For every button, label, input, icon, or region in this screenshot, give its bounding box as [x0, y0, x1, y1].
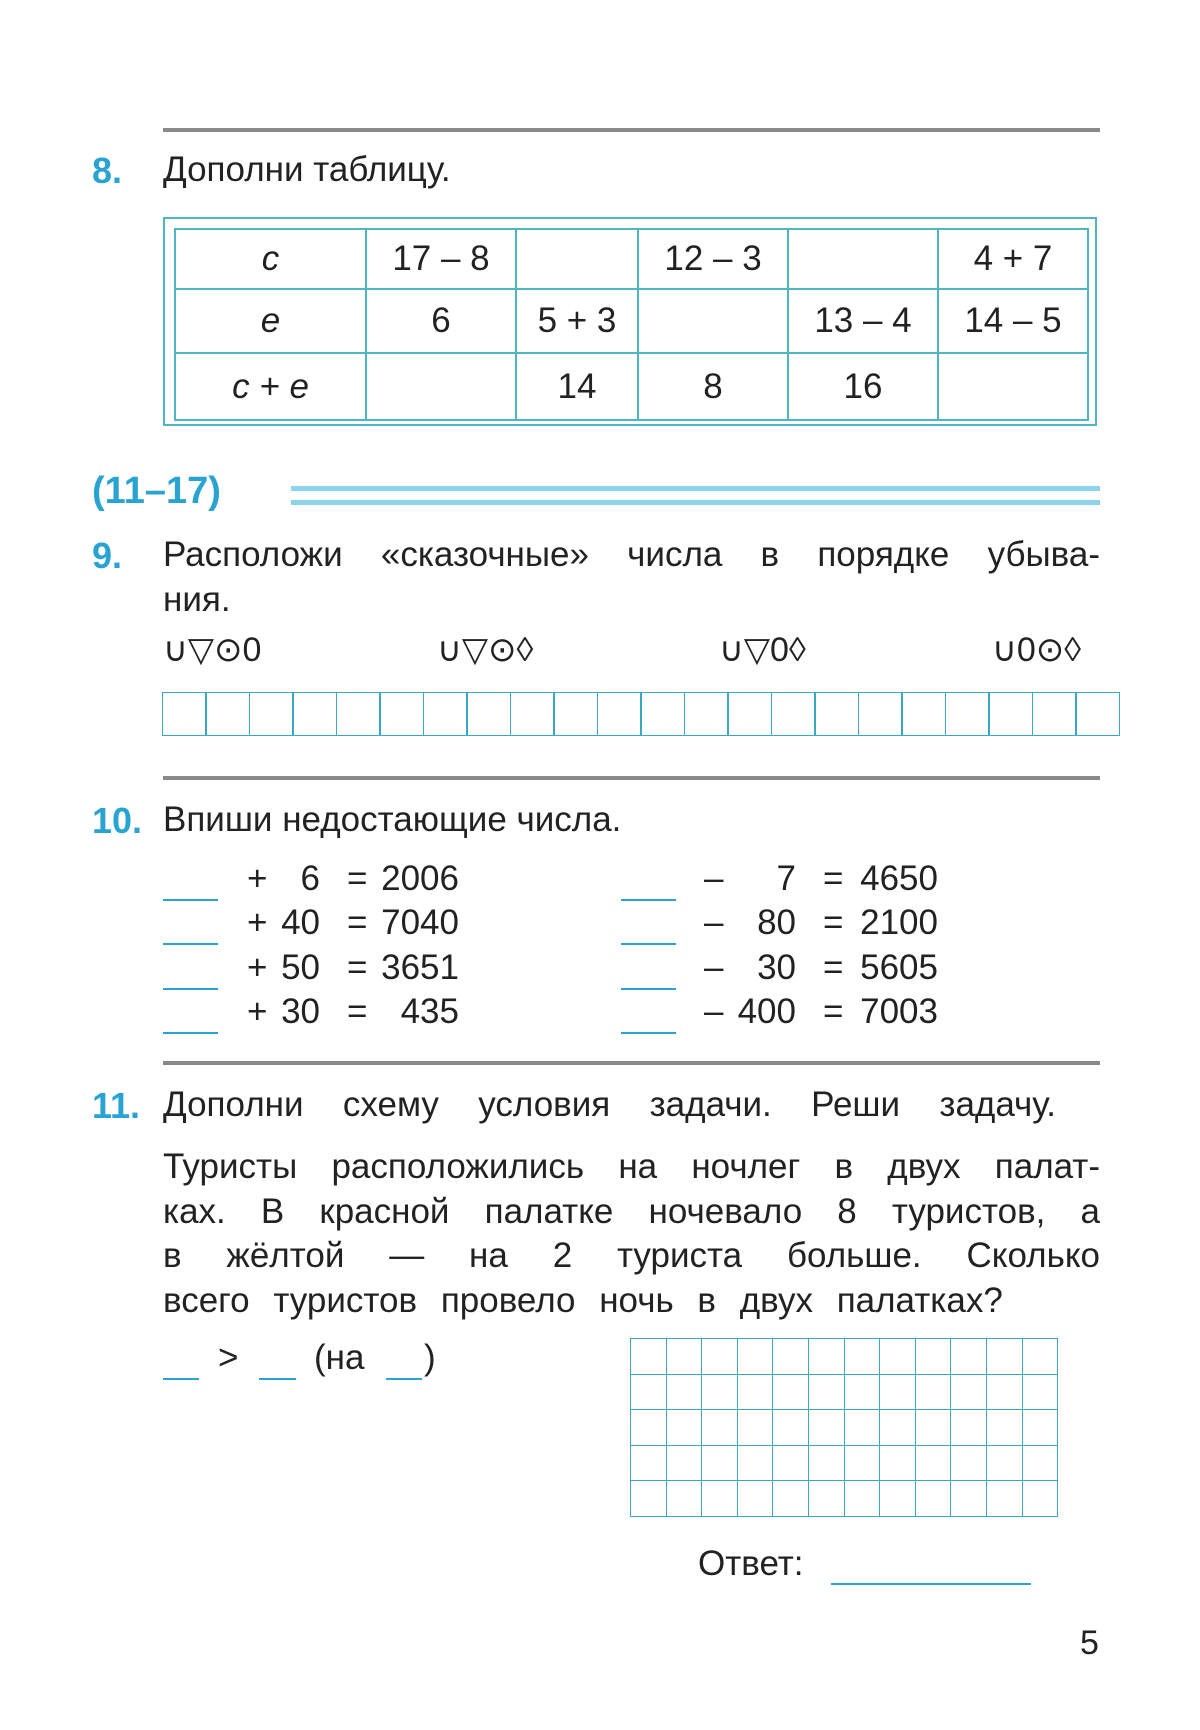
- table-cell: 14: [516, 353, 638, 420]
- missing-number-blank[interactable]: [163, 1032, 218, 1034]
- table-cell: 16: [788, 353, 938, 420]
- grid-cell: [631, 1339, 667, 1375]
- grid-cell: [880, 1339, 916, 1375]
- answer-cell[interactable]: [945, 692, 990, 736]
- operand: 30: [281, 992, 320, 1031]
- grid-cell: [845, 1410, 881, 1446]
- answer-cell[interactable]: [423, 692, 468, 736]
- answer-cell[interactable]: [1032, 692, 1077, 736]
- fairy-number: ∪▽⊙0: [163, 631, 262, 669]
- table-cell: 12 – 3: [638, 229, 788, 289]
- text-line: Туристы расположились на ночлег в двух палат-: [163, 1147, 1100, 1186]
- grid-cell: [809, 1339, 845, 1375]
- grid-cell: [631, 1481, 667, 1517]
- grid-cell: [738, 1446, 774, 1482]
- grid-cell: [702, 1410, 738, 1446]
- divider: [163, 1061, 1100, 1065]
- grid-cell: [702, 1375, 738, 1411]
- task-9-title-cont: ния.: [163, 580, 231, 619]
- grid-cell: [880, 1481, 916, 1517]
- equals-sign: =: [823, 992, 844, 1031]
- grid-cell: [987, 1375, 1023, 1411]
- result: 3651: [381, 948, 459, 987]
- operator: +: [247, 859, 268, 898]
- table-row-header: c: [175, 229, 366, 289]
- divider: [163, 776, 1100, 780]
- grid-cell: [667, 1410, 703, 1446]
- result: 7040: [381, 903, 459, 942]
- grid-cell: [1023, 1446, 1059, 1482]
- grid-cell: [809, 1410, 845, 1446]
- fairy-number: ∪▽0◊: [719, 631, 806, 669]
- grid-cell: [631, 1410, 667, 1446]
- grid-cell: [809, 1481, 845, 1517]
- answer-cell[interactable]: [553, 692, 598, 736]
- answer-cell[interactable]: [466, 692, 511, 736]
- answer-cell[interactable]: [988, 692, 1033, 736]
- table-row-header: e: [175, 289, 366, 353]
- answer-cell[interactable]: [684, 692, 729, 736]
- result: 7003: [860, 992, 938, 1031]
- answer-cell[interactable]: [1075, 692, 1120, 736]
- task-10-number: 10.: [92, 800, 143, 841]
- operand: 7: [776, 859, 796, 898]
- operand: 30: [757, 948, 796, 987]
- solution-grid[interactable]: [630, 1338, 1058, 1517]
- grid-cell: [951, 1481, 987, 1517]
- missing-number-blank[interactable]: [621, 988, 676, 990]
- table-cell[interactable]: [788, 229, 938, 289]
- grid-cell: [773, 1410, 809, 1446]
- missing-number-blank[interactable]: [621, 899, 676, 901]
- equals-sign: =: [823, 859, 844, 898]
- answer-cells[interactable]: [163, 692, 1120, 736]
- missing-number-blank[interactable]: [621, 1032, 676, 1034]
- scheme-blank[interactable]: [163, 1378, 199, 1380]
- grid-cell: [845, 1481, 881, 1517]
- table-row: [175, 229, 1088, 289]
- section-line: [291, 486, 1100, 491]
- grid-cell: [1023, 1481, 1059, 1517]
- answer-cell[interactable]: [510, 692, 555, 736]
- task-11-text: [163, 1145, 1100, 1323]
- grid-cell: [880, 1410, 916, 1446]
- grid-cell: [987, 1481, 1023, 1517]
- equals-sign: =: [823, 903, 844, 942]
- grid-cell: [987, 1410, 1023, 1446]
- operator: +: [247, 948, 268, 987]
- grid-cell: [951, 1410, 987, 1446]
- grid-cell: [880, 1375, 916, 1411]
- grid-cell: [667, 1481, 703, 1517]
- table-cell[interactable]: [938, 353, 1088, 420]
- answer-label: Ответ:: [698, 1544, 804, 1583]
- task-11-number: 11.: [92, 1085, 141, 1126]
- grid-cell: [916, 1339, 952, 1375]
- task-8-number: 8.: [92, 150, 123, 191]
- section-label: (11–17): [92, 470, 221, 512]
- section-line: [291, 500, 1100, 505]
- grid-cell: [738, 1481, 774, 1517]
- result: 2006: [381, 859, 459, 898]
- grid-cell: [738, 1410, 774, 1446]
- task-9-title: Расположи «сказочные» числа в порядке убыва-: [163, 535, 1100, 574]
- table-row: [175, 353, 1088, 420]
- scheme-na: (на: [314, 1338, 365, 1377]
- grid-cell: [702, 1339, 738, 1375]
- operator: –: [704, 992, 724, 1031]
- grid-cell: [631, 1446, 667, 1482]
- divider: [163, 128, 1100, 132]
- scheme-close: ): [424, 1338, 436, 1377]
- answer-cell[interactable]: [901, 692, 946, 736]
- result: 5605: [860, 948, 938, 987]
- grid-cell: [773, 1481, 809, 1517]
- operator: –: [704, 948, 724, 987]
- answer-cell[interactable]: [162, 692, 207, 736]
- table-cell: 13 – 4: [788, 289, 938, 353]
- equals-sign: =: [347, 992, 368, 1031]
- scheme-blank[interactable]: [259, 1378, 296, 1380]
- answer-cell[interactable]: [249, 692, 294, 736]
- grid-cell: [667, 1446, 703, 1482]
- table-cell: 14 – 5: [938, 289, 1088, 353]
- scheme-blank[interactable]: [386, 1378, 422, 1380]
- grid-cell: [916, 1446, 952, 1482]
- grid-cell: [951, 1446, 987, 1482]
- equals-sign: =: [347, 859, 368, 898]
- grid-cell: [773, 1339, 809, 1375]
- grid-cell: [809, 1446, 845, 1482]
- answer-cell[interactable]: [814, 692, 859, 736]
- result: 435: [400, 992, 459, 1031]
- table-row: [175, 289, 1088, 353]
- table-cell[interactable]: [638, 289, 788, 353]
- grid-cell: [738, 1339, 774, 1375]
- answer-cell[interactable]: [205, 692, 250, 736]
- grid-cell: [951, 1339, 987, 1375]
- grid-cell: [1023, 1410, 1059, 1446]
- grid-cell: [1023, 1339, 1059, 1375]
- table-cell: 4 + 7: [938, 229, 1088, 289]
- text-line: ках. В красной палатке ночевало 8 туристов, а: [163, 1191, 1100, 1231]
- grid-cell: [880, 1446, 916, 1482]
- operand: 80: [757, 903, 796, 942]
- table-cell[interactable]: [366, 353, 516, 420]
- missing-number-blank[interactable]: [163, 988, 218, 990]
- result: 4650: [860, 859, 938, 898]
- task-10-title: Впиши недостающие числа.: [163, 800, 622, 839]
- text-line: всего туристов провело ночь в двух палатках?: [163, 1280, 1003, 1320]
- missing-number-blank[interactable]: [163, 943, 218, 945]
- missing-number-blank[interactable]: [621, 943, 676, 945]
- grid-cell: [667, 1339, 703, 1375]
- grid-cell: [773, 1375, 809, 1411]
- operator: +: [247, 992, 268, 1031]
- page-number: 5: [1080, 1624, 1099, 1662]
- equals-sign: =: [347, 948, 368, 987]
- grid-cell: [916, 1481, 952, 1517]
- answer-cell[interactable]: [640, 692, 685, 736]
- answer-cell[interactable]: [336, 692, 381, 736]
- operand: 6: [300, 859, 320, 898]
- task-8-table: [174, 228, 1089, 421]
- operator: +: [247, 903, 268, 942]
- fairy-number: ∪0⊙◊: [992, 631, 1082, 669]
- table-cell[interactable]: [516, 229, 638, 289]
- operator: –: [704, 903, 724, 942]
- grid-cell: [845, 1375, 881, 1411]
- table-row-header: c + e: [175, 353, 366, 420]
- table-cell: 5 + 3: [516, 289, 638, 353]
- grid-cell: [987, 1446, 1023, 1482]
- fairy-number: ∪▽⊙◊: [437, 631, 534, 669]
- grid-cell: [916, 1375, 952, 1411]
- grid-cell: [738, 1375, 774, 1411]
- grid-cell: [845, 1339, 881, 1375]
- grid-cell: [702, 1446, 738, 1482]
- text-line: в жёлтой — на 2 туриста больше. Сколько: [163, 1236, 1100, 1275]
- grid-cell: [951, 1375, 987, 1411]
- grid-cell: [809, 1375, 845, 1411]
- table-cell: 17 – 8: [366, 229, 516, 289]
- missing-number-blank[interactable]: [163, 899, 218, 901]
- operator: –: [704, 859, 724, 898]
- grid-cell: [1023, 1375, 1059, 1411]
- task-8-title: Дополни таблицу.: [163, 150, 451, 189]
- operand: 40: [281, 903, 320, 942]
- grid-cell: [667, 1375, 703, 1411]
- answer-cell[interactable]: [727, 692, 772, 736]
- grid-cell: [987, 1339, 1023, 1375]
- grid-cell: [773, 1446, 809, 1482]
- result: 2100: [860, 903, 938, 942]
- grid-cell: [916, 1410, 952, 1446]
- answer-cell[interactable]: [858, 692, 903, 736]
- task-11-title: Дополни схему условия задачи. Реши задачу.: [163, 1085, 1056, 1124]
- task-9-number: 9.: [92, 535, 123, 576]
- answer-blank[interactable]: [831, 1583, 1031, 1585]
- table-cell: 6: [366, 289, 516, 353]
- operand: 50: [281, 948, 320, 987]
- answer-cell[interactable]: [379, 692, 424, 736]
- scheme-gt: >: [218, 1338, 239, 1377]
- grid-cell: [845, 1446, 881, 1482]
- table-cell: 8: [638, 353, 788, 420]
- operand: 400: [737, 992, 796, 1031]
- answer-cell[interactable]: [597, 692, 642, 736]
- answer-cell[interactable]: [292, 692, 337, 736]
- equals-sign: =: [347, 903, 368, 942]
- answer-cell[interactable]: [771, 692, 816, 736]
- equals-sign: =: [823, 948, 844, 987]
- grid-cell: [702, 1481, 738, 1517]
- grid-cell: [631, 1375, 667, 1411]
